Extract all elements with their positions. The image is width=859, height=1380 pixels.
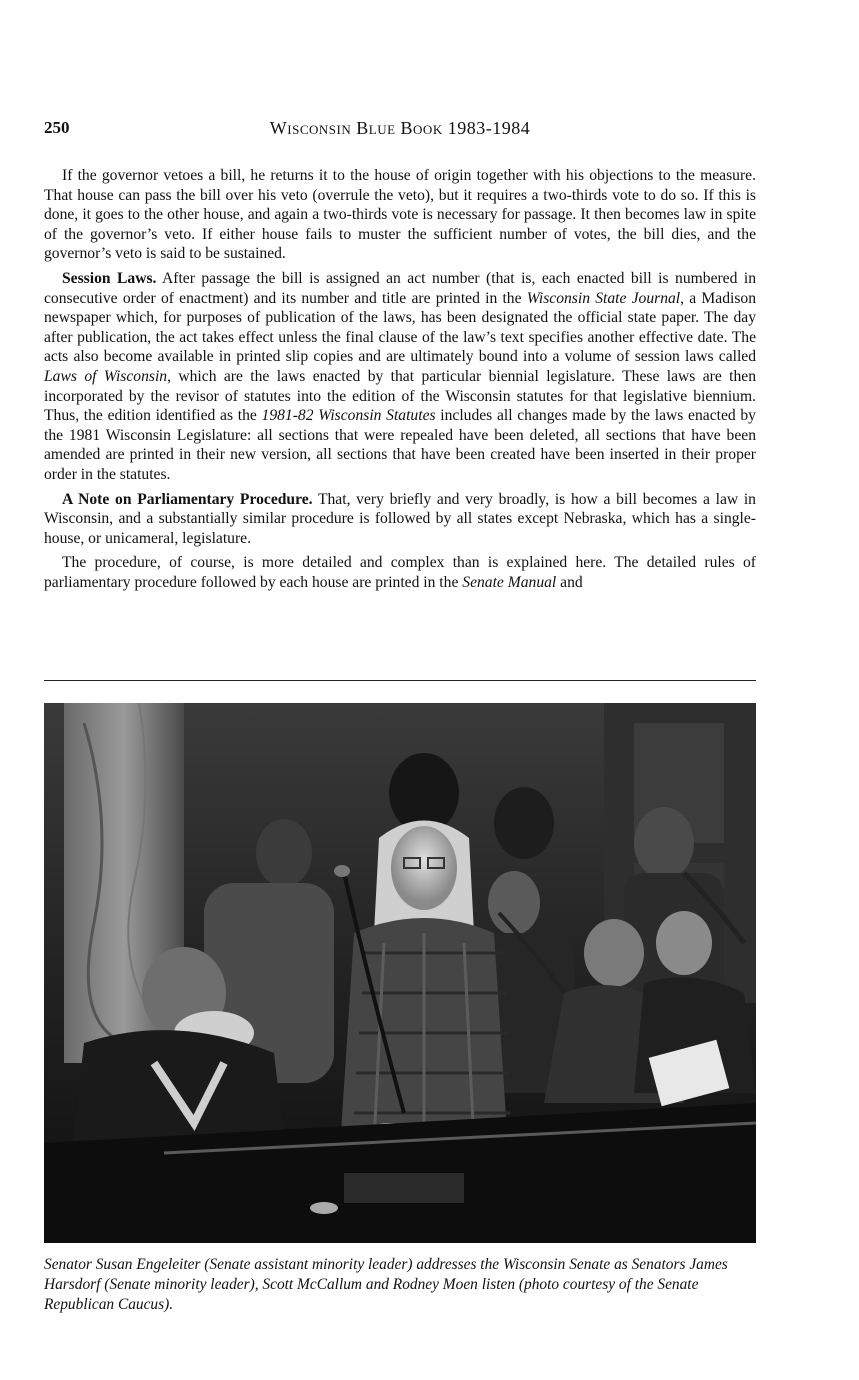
body-text	[44, 166, 756, 597]
section-heading: A Note on Parliamentary Procedure.	[62, 490, 313, 508]
running-title: Wisconsin Blue Book 1983-1984	[269, 118, 531, 138]
horizontal-rule	[44, 680, 756, 681]
senate-photo-illustration	[44, 703, 756, 1243]
paragraph-veto: If the governor vetoes a bill, he returns it to the house of origin together with his objections to the measure. That house can pass the bill over his veto (overrule the veto), but it requires a two-thirds vote to do so. If this is done, it goes to the other house, and again a two-thirds vote is necessary for passage. It then becomes law in spite of the governor’s veto. If either house fails to muster the sufficient number of votes, the bill dies, and the governor’s veto is said to be sustained.	[44, 167, 756, 263]
paragraph-parliamentary-note: A Note on Parliamentary Procedure. That, very briefly and very broadly, is how a bill becomes a law in Wisconsin, and a substantially similar procedure is followed by all states except Nebraska, which has a single-house, or unicameral, legislature.	[44, 490, 756, 547]
photo-caption: Senator Susan Engeleiter (Senate assistant minority leader) addresses the Wisconsin Senate as Senators James Harsdorf (Senate minority leader), Scott McCallum and Rodney Moen listen (photo courtesy of the Senate Republican Caucus).	[44, 1256, 728, 1313]
senate-photo	[44, 703, 756, 1243]
section-heading: Session Laws.	[62, 269, 157, 287]
paragraph-session-laws: Session Laws. After passage the bill is assigned an act number (that is, each enacted bill is numbered in consecutive order of enactment) and its number and title are printed in the Wisconsin State Journal, a Madison newspaper which, for purposes of publication of the laws, has been designated the official state paper. The day after publication, the act takes effect unless the final clause of the law’s text specifies another effective date. The acts also become available in printed slip copies and are ultimately bound into a volume of session laws called Laws of Wisconsin, which are the laws enacted by that particular biennial legislature. These laws are then incorporated by the revisor of statutes into the edition of the Wisconsin statutes for that legislative biennium. Thus, the edition identified as the 1981-82 Wisconsin Statutes includes all changes made by the laws enacted by the 1981 Wisconsin Legislature: all sections that were repealed have been deleted, all sections that have been amended are printed in their new version, all sections that have been created have been inserted in their proper order in the statutes.	[44, 269, 757, 483]
page-header	[44, 118, 756, 142]
page-number: 250	[44, 118, 70, 137]
paragraph-procedure: The procedure, of course, is more detailed and complex than is explained here. The detailed rules of parliamentary procedure followed by each house are printed in the Senate Manual and	[44, 554, 756, 591]
